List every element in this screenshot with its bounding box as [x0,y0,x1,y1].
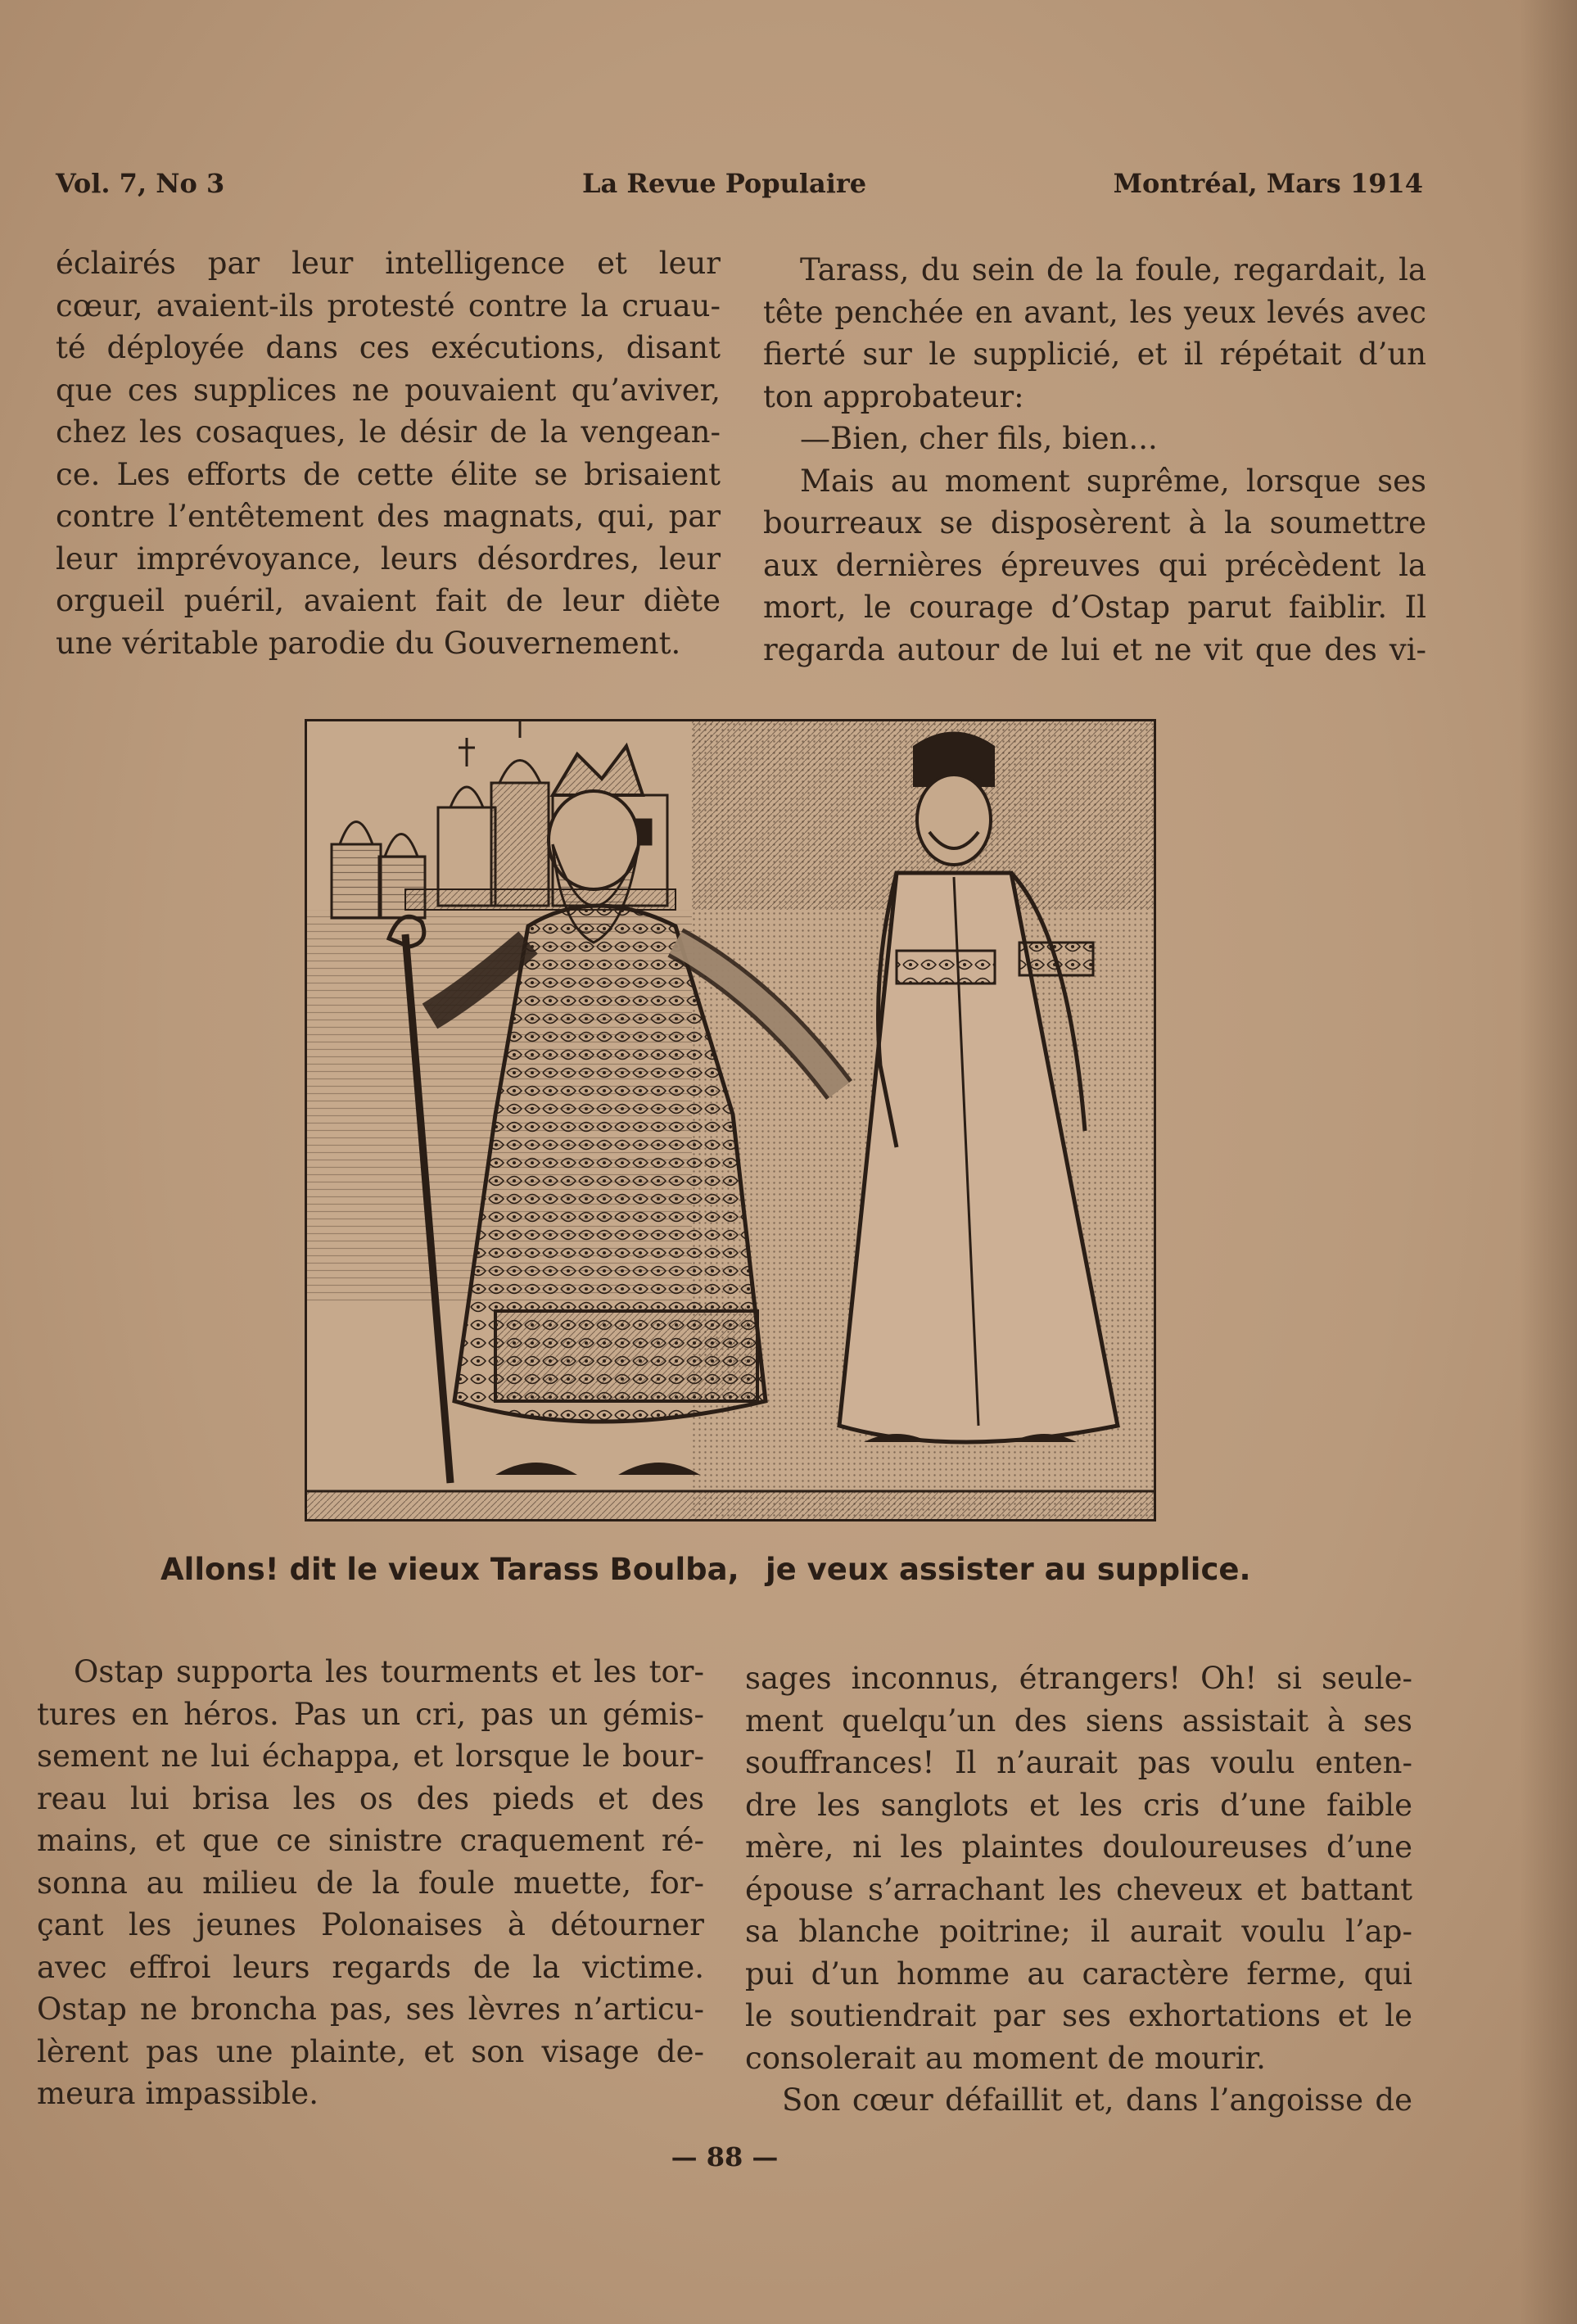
text-line: té déployée dans ces exécutions, disant [56,330,721,365]
figure-caption-left: Allons! dit le vieux Tarass Boulba, [160,1552,739,1587]
illustration-tarass-boulba [305,719,1156,1521]
text-line: le soutiendrait par ses exhortations et le [745,1998,1412,2033]
text-line: bourreaux se disposèrent à la soumettre [763,505,1426,540]
text-line: Ostap ne broncha pas, ses lèvres n’articu- [37,1992,704,2027]
text-line: pui d’un homme au caractère ferme, qui [745,1956,1412,1992]
text-line: épouse s’arrachant les cheveux et battant [745,1871,1412,1907]
text-line: Mais au moment suprême, lorsque ses [800,463,1426,499]
page-number: — 88 — [671,2141,779,2173]
text-column-top-right [763,249,1426,671]
header-place-date: Montréal, Mars 1914 [1113,168,1423,199]
text-line: ton approbateur: [763,378,1024,414]
text-line: ment quelqu’un des siens assistait à ses [745,1702,1412,1738]
text-line: Tarass, du sein de la foule, regardait, la [800,252,1426,287]
text-line: aux dernières épreuves qui précèdent la [763,547,1426,583]
text-line: leur imprévoyance, leurs désordres, leur [56,540,721,576]
text-line: chez les cosaques, le désir de la vengean- [56,414,721,450]
text-line: reau lui brisa les os des pieds et des [37,1780,704,1816]
text-line: çant les jeunes Polonaises à détourner [37,1907,704,1942]
engraving-illustration [307,721,1154,1519]
header-journal-title: La Revue Populaire [582,168,867,199]
text-line: contre l’entêtement des magnats, qui, par [56,499,721,534]
text-column-top-left [56,242,721,664]
text-line: lèrent pas une plainte, et son visage de- [37,2033,704,2069]
text-column-bottom-right [745,1657,1412,2122]
text-line: Son cœur défaillit et, dans l’angoisse de [782,2082,1412,2118]
text-line: sonna au milieu de la foule muette, for- [37,1865,704,1901]
text-line: mains, et que ce sinistre craquement ré- [37,1823,704,1858]
text-line: que ces supplices ne pouvaient qu’aviver, [56,372,721,408]
text-line: avec effroi leurs regards de la victime. [37,1949,704,1985]
text-line: tête penchée en avant, les yeux levés avec [763,294,1426,330]
text-line: fierté sur le supplicié, et il répétait d’un [763,337,1426,372]
text-line: tures en héros. Pas un cri, pas un gémis- [37,1696,704,1732]
text-line: éclairés par leur intelligence et leur [56,246,721,281]
text-line: sa blanche poitrine; il aurait voulu l’ap- [745,1914,1412,1949]
text-line: orgueil puéril, avaient fait de leur diète [56,583,721,618]
text-line: meura impassible. [37,2076,319,2111]
text-line: —Bien, cher fils, bien... [800,421,1158,456]
text-line: Ostap supporta les tourments et les tor- [74,1654,704,1689]
text-line: souffrances! Il n’aurait pas voulu enten- [745,1745,1412,1780]
text-line: mort, le courage d’Ostap parut faiblir. Il [763,590,1426,625]
figure-caption-right: je veux assister au supplice. [766,1552,1251,1587]
text-line: sement ne lui échappa, et lorsque le bour- [37,1738,704,1774]
text-line: mère, ni les plaintes douloureuses d’une [745,1829,1412,1865]
running-header [56,168,1423,209]
text-column-bottom-left [37,1651,704,2115]
text-line: sages inconnus, étrangers! Oh! si seule- [745,1661,1412,1696]
text-line: ce. Les efforts de cette élite se brisaient [56,456,721,492]
text-line: consolerait au moment de mourir. [745,2040,1266,2076]
header-volume: Vol. 7, No 3 [56,168,225,199]
text-line: cœur, avaient-ils protesté contre la cruau- [56,287,721,323]
page-spine-shadow [1520,0,1577,2324]
text-line: dre les sanglots et les cris d’une faible [745,1787,1412,1823]
text-line: regarda autour de lui et ne vit que des vi- [763,631,1426,667]
text-line: une véritable parodie du Gouvernement. [56,625,681,661]
